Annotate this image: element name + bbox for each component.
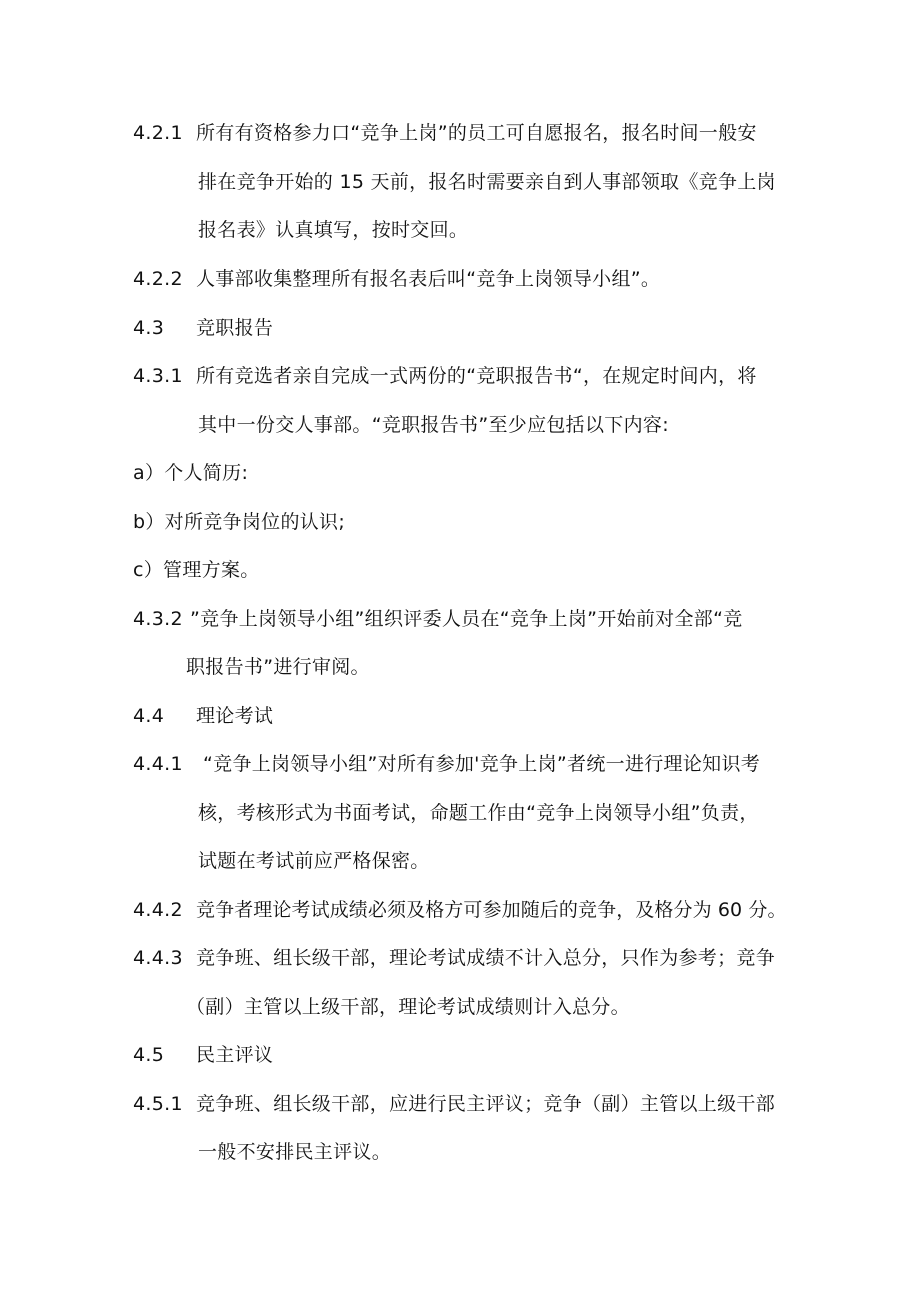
clause-text-line: 报名表》认真填写，按时交回。 — [198, 219, 469, 241]
clause-text-line: 试题在考试前应严格保密。 — [198, 850, 430, 872]
list-item: a）个人简历: — [133, 462, 249, 484]
section-heading: 理论考试 — [196, 705, 274, 727]
clause-text-line: 人事部收集整理所有报名表后叫“竞争上岗领导小组”。 — [196, 268, 661, 290]
clause-number: 4.2.1 — [133, 122, 183, 144]
clause-number: 4.5.1 — [133, 1093, 183, 1115]
clause-text-line: 竞争者理论考试成绩必须及格方可参加随后的竞争，及格分为 60 分。 — [196, 899, 787, 921]
clause-number: 4.4.1 — [133, 753, 183, 775]
clause-text-line: 其中一份交人事部。“竞职报告书”至少应包括以下内容: — [198, 414, 669, 436]
clause-number: 4.2.2 — [133, 268, 183, 290]
clause-number: 4.4.2 — [133, 899, 183, 921]
clause-number: 4.3.1 — [133, 365, 183, 387]
list-item: c）管理方案。 — [133, 559, 260, 581]
clause-text-line: 核，考核形式为书面考试，命题工作由“竞争上岗领导小组”负责， — [198, 802, 759, 824]
clause-text-line: “竞争上岗领导小组”对所有参加'竞争上岗”者统一进行理论知识考 — [203, 753, 761, 775]
clause-text-line: 所有有资格参力口“竞争上岗”的员工可自愿报名，报名时间一般安 — [196, 122, 757, 144]
list-item: b）对所竞争岗位的认识; — [133, 511, 346, 533]
clause-text-line: 竞争班、组长级干部，应进行民主评议；竞争（副）主管以上级干部 — [196, 1093, 776, 1115]
clause-text-line: ”竞争上岗领导小组”组织评委人员在“竞争上岗”开始前对全部“竞 — [190, 608, 743, 630]
section-number: 4.5 — [133, 1044, 165, 1066]
section-number: 4.4 — [133, 705, 165, 727]
section-number: 4.3 — [133, 317, 165, 339]
clause-text-line: 职报告书”进行审阅。 — [186, 656, 370, 678]
clause-text-line: 一般不安排民主评议。 — [198, 1141, 392, 1163]
clause-number: 4.3.2 — [133, 608, 183, 630]
section-heading: 竞职报告 — [196, 317, 274, 339]
section-heading: 民主评议 — [196, 1044, 274, 1066]
clause-number: 4.4.3 — [133, 947, 183, 969]
clause-text-line: 竞争班、组长级干部，理论考试成绩不计入总分，只作为参考；竞争 — [196, 947, 776, 969]
clause-text-line: 所有竞选者亲自完成一式两份的“竞职报告书“，在规定时间内，将 — [196, 365, 757, 387]
clause-text-line: （副）主管以上级干部，理论考试成绩则计入总分。 — [186, 996, 630, 1018]
clause-text-line: 排在竞争开始的 15 天前，报名时需要亲自到人事部领取《竞争上岗 — [198, 171, 776, 193]
